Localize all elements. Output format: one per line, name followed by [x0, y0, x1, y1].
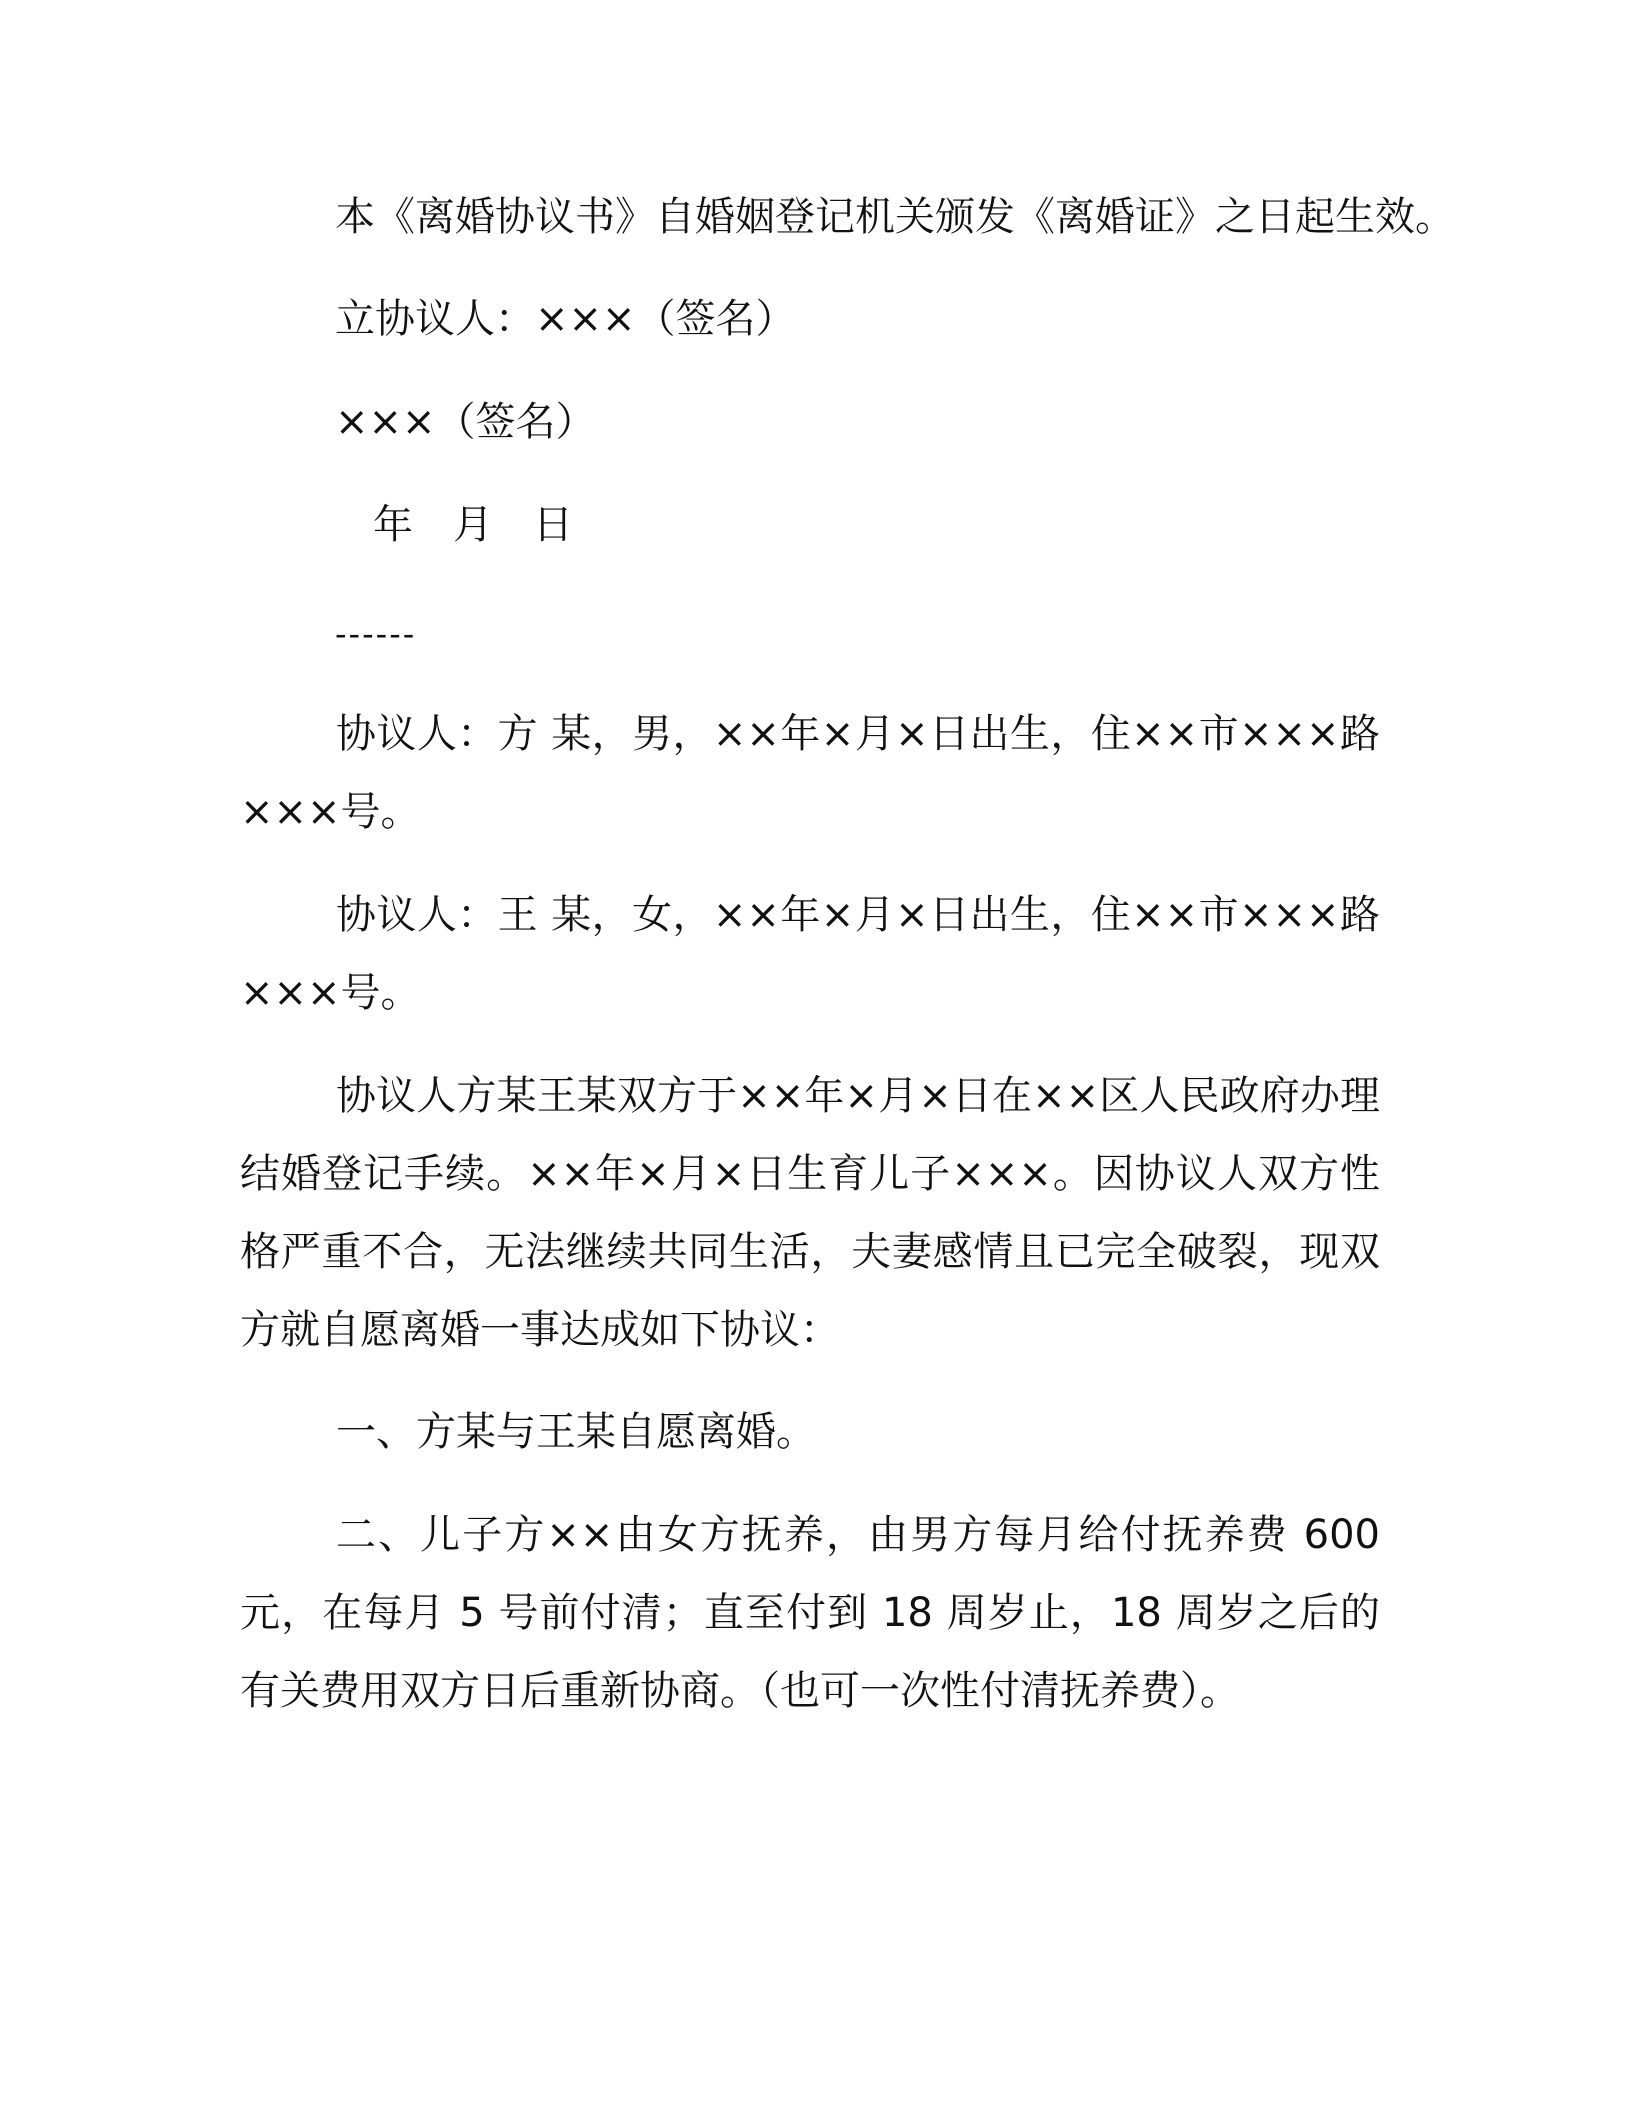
- party-2-paragraph: 协议人：王 某，女，××年×月×日出生，住××市×××路×××号。: [240, 892, 1380, 1016]
- signatory-line-1: 立协议人：×××（签名）: [335, 296, 796, 342]
- clause-2-paragraph: 二、儿子方××由女方抚养，由男方每月给付抚养费 600 元，在每月 5 号前付清；直至付到 18 周岁止，18 周岁之后的有关费用双方日后重新协商。（也可一次性付清抚养费）。: [240, 1512, 1380, 1714]
- effective-clause: 本《离婚协议书》自婚姻登记机关颁发《离婚证》之日起生效。: [335, 194, 1455, 240]
- background-paragraph: 协议人方某王某双方于××年×月×日在××区人民政府办理结婚登记手续。××年×月×日生育儿子×××。因协议人双方性格严重不合，无法继续共同生活，夫妻感情且已完全破裂，现双方就自愿离婚一事达成如下协议：: [240, 1073, 1380, 1353]
- signatory-line-2: ×××（签名）: [335, 399, 596, 445]
- separator: ------: [335, 615, 417, 653]
- party-1-paragraph: 协议人：方 某，男，××年×月×日出生，住××市×××路×××号。: [240, 711, 1380, 835]
- date-line: 年 月 日: [373, 502, 573, 548]
- clause-1-paragraph: 一、方某与王某自愿离婚。: [336, 1409, 816, 1455]
